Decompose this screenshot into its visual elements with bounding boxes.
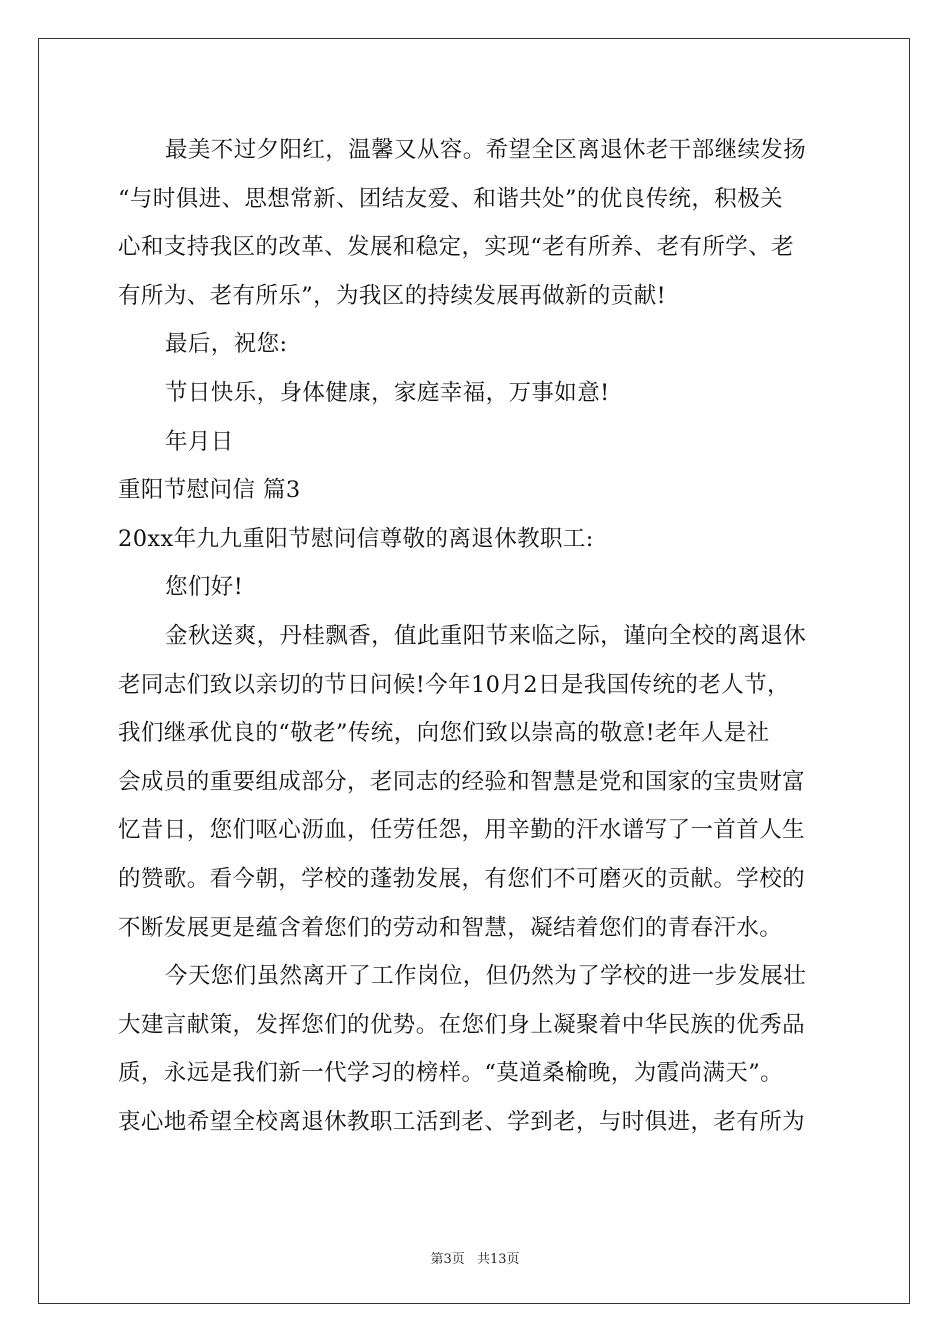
page-total: 共13页 — [476, 1252, 520, 1267]
greeting-line: 最后，祝您: — [165, 331, 288, 358]
text-line: 大建言献策，发挥您们的优势。在您们身上凝聚着中华民族的优秀品 — [118, 1011, 806, 1038]
text-line: 忆昔日，您们呕心沥血，任劳任怨，用辛勤的汗水谱写了一首首人生 — [118, 817, 806, 844]
letter-title: 20xx年九九重阳节慰问信尊敬的离退休教职工: — [118, 525, 594, 552]
text-line: 衷心地希望全校离退休教职工活到老、学到老，与时俱进，老有所为 — [118, 1108, 806, 1135]
text-line: 的赞歌。看今朝，学校的蓬勃发展，有您们不可磨灭的贡献。学校的 — [118, 865, 806, 892]
wishes-line: 节日快乐，身体健康，家庭幸福，万事如意! — [165, 379, 610, 406]
text-line: “与时俱进、思想常新、团结友爱、和谐共处”的优良传统，积极关 — [118, 185, 784, 212]
text-line: 心和支持我区的改革、发展和稳定，实现“老有所养、老有所学、老 — [118, 234, 795, 261]
text-line: 金秋送爽，丹桂飘香，值此重阳节来临之际，谨向全校的离退休 — [165, 622, 807, 649]
text-line: 不断发展更是蕴含着您们的劳动和智慧，凝结着您们的青春汗水。 — [118, 914, 783, 941]
text-line: 老同志们致以亲切的节日问候!今年10月2日是我国传统的老人节， — [118, 671, 790, 698]
date-line: 年月日 — [165, 428, 234, 455]
page-number: 第3页 — [430, 1252, 465, 1267]
text-line: 最美不过夕阳红，温馨又从容。希望全区离退休老干部继续发扬 — [165, 137, 807, 163]
section-heading: 重阳节慰问信 篇3 — [118, 477, 301, 504]
document-body — [118, 126, 836, 1146]
page-footer — [0, 1248, 950, 1267]
text-line: 质，永远是我们新一代学习的榜样。“莫道桑榆晚，为霞尚满天”。 — [118, 1060, 784, 1087]
text-line: 我们继承优良的“敬老”传统，向您们致以崇高的敬意!老年人是社 — [118, 720, 770, 747]
text-line: 会成员的重要组成部分，老同志的经验和智慧是党和国家的宝贵财富 — [118, 768, 806, 795]
text-line: 今天您们虽然离开了工作岗位，但仍然为了学校的进一步发展壮 — [165, 963, 807, 990]
text-line: 有所为、老有所乐”，为我区的持续发展再做新的贡献! — [118, 282, 667, 309]
salutation-line: 您们好! — [165, 574, 244, 601]
